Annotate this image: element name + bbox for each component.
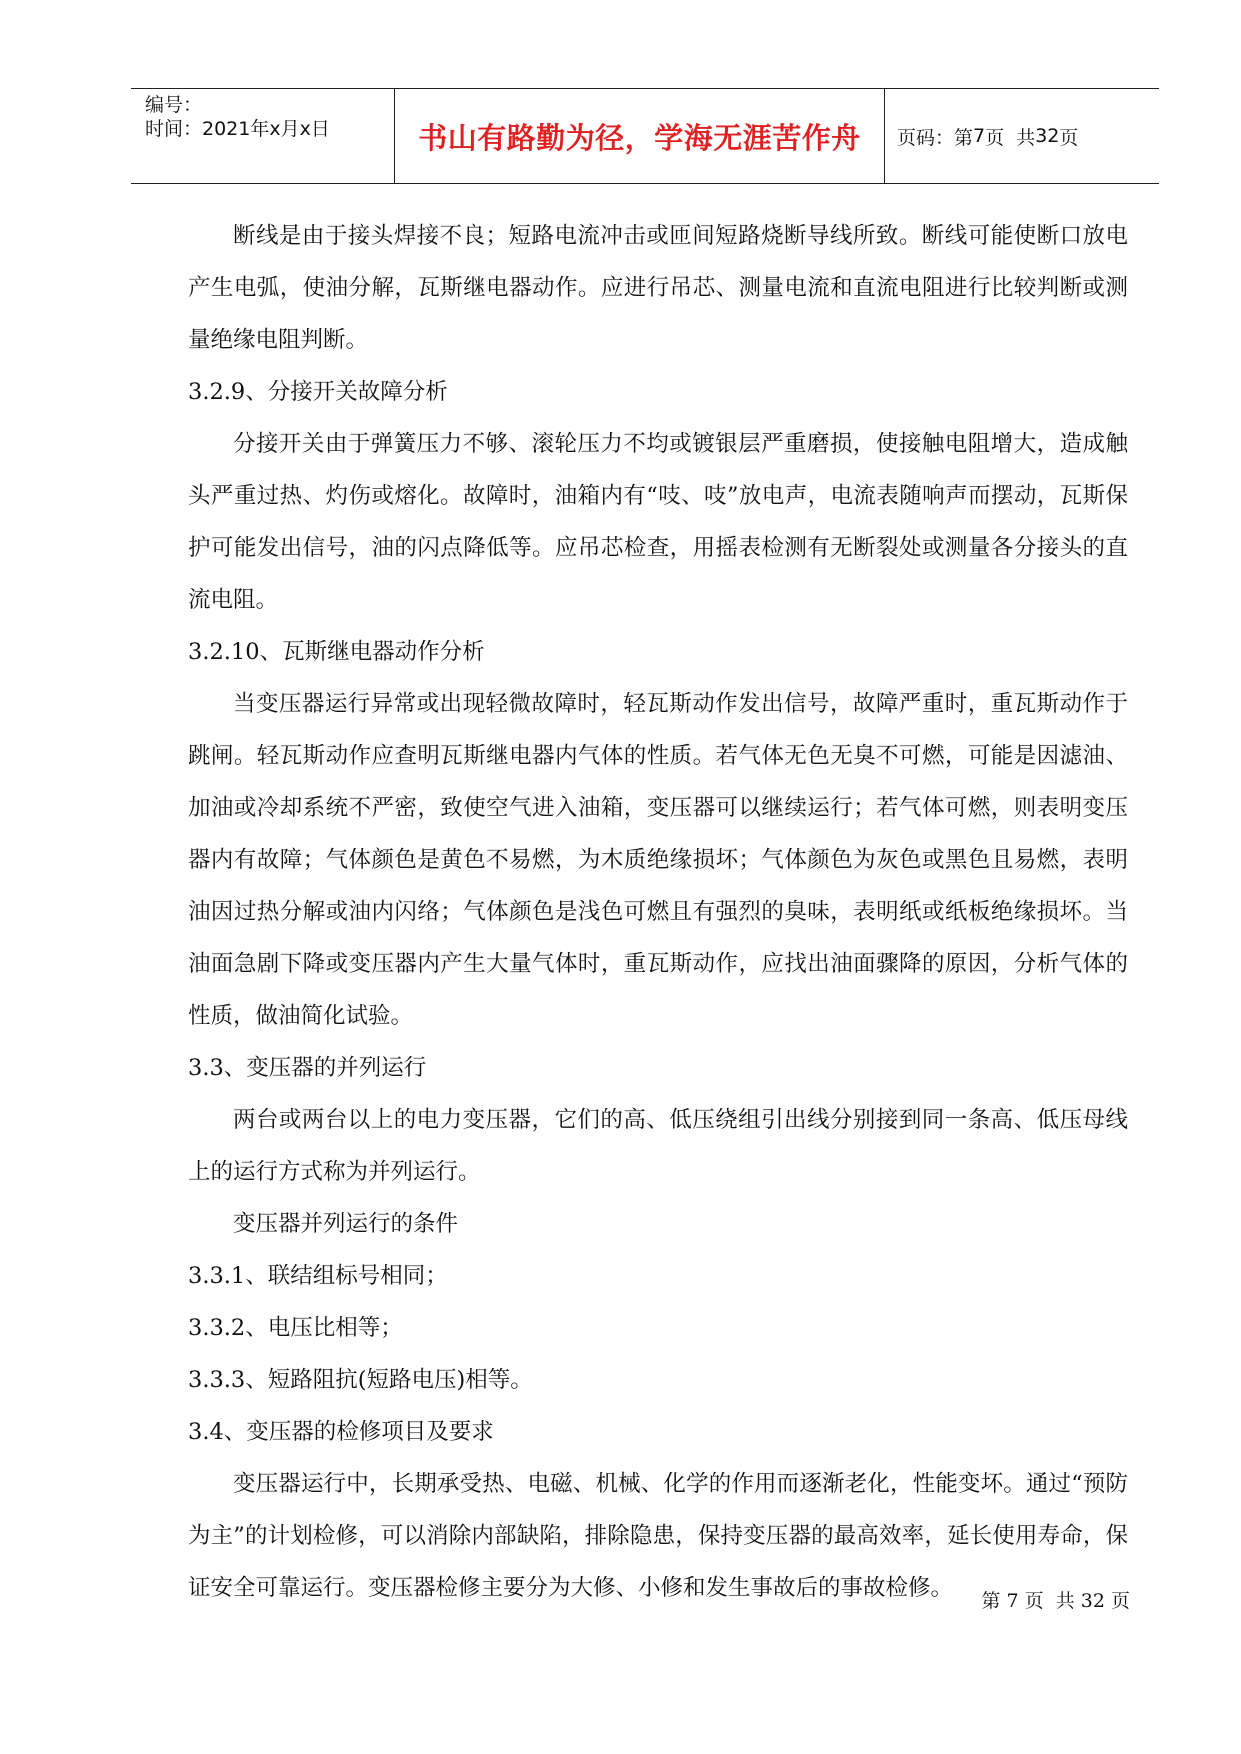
doc-number-label: 编号： (145, 94, 203, 116)
header-page-end: 页 (1059, 126, 1079, 149)
heading-3-4: 3.4、变压器的检修项目及要求 (188, 1419, 494, 1445)
header-motto: 书山有路勤为径，学海无涯苦作舟 (395, 89, 885, 183)
paragraph-parallel-operation: 两台或两台以上的电力变压器，它们的高、低压绕组引出线分别接到同一条高、低压母线上的运行方式称为并列运行。 (188, 1107, 1128, 1185)
doc-time-label: 时间：2021年x月x日 (145, 118, 330, 140)
header-meta (131, 89, 395, 183)
footer-page-number: 7 (1006, 1590, 1019, 1612)
footer-label-b: 页 共 (1024, 1590, 1075, 1612)
paragraph-break-line: 断线是由于接头焊接不良；短路电流冲击或匝间短路烧断导线所致。断线可能使断口放电产生电弧，使油分解，瓦斯继电器动作。应进行吊芯、测量电流和直流电阻进行比较判断或测量绝缘电阻判断。 (188, 223, 1128, 353)
footer-label-c: 页 (1110, 1590, 1130, 1612)
paragraph-maintenance: 变压器运行中，长期承受热、电磁、机械、化学的作用而逐渐老化，性能变坏。通过“预防为主”的计划检修，可以消除内部缺陷，排除隐患，保持变压器的最高效率，延长使用寿命，保证安全可靠运行。变压器检修主要分为大修、小修和发生事故后的事故检修。 (188, 1471, 1128, 1601)
paragraph-gas-relay: 当变压器运行异常或出现轻微故障时，轻瓦斯动作发出信号，故障严重时，重瓦斯动作于跳闸。轻瓦斯动作应查明瓦斯继电器内气体的性质。若气体无色无臭不可燃，可能是因滤油、加油或冷却系统不严密，致使空气进入油箱，变压器可以继续运行；若气体可燃，则表明变压器内有故障；气体颜色是黄色不易燃，为木质绝缘损坏；气体颜色为灰色或黑色且易燃，表明油因过热分解或油内闪络；气体颜色是浅色可燃且有强烈的臭味，表明纸或纸板绝缘损坏。当油面急剧下降或变压器内产生大量气体时，重瓦斯动作，应找出油面骤降的原因，分析气体的性质，做油简化试验。 (188, 691, 1128, 1029)
list-item-3-3-3: 3.3.3、短路阻抗(短路电压)相等。 (188, 1367, 533, 1393)
heading-3-3: 3.3、变压器的并列运行 (188, 1055, 427, 1081)
header-page-total: 32 (1035, 125, 1060, 147)
list-item-3-3-2: 3.3.2、电压比相等； (188, 1315, 403, 1341)
page-footer (930, 1586, 1130, 1613)
paragraph-parallel-conditions: 变压器并列运行的条件 (233, 1211, 459, 1237)
document-body (188, 210, 1128, 1614)
header-page-indicator (885, 89, 1159, 183)
paragraph-tap-changer: 分接开关由于弹簧压力不够、滚轮压力不均或镀银层严重磨损，使接触电阻增大，造成触头严重过热、灼伤或熔化。故障时，油箱内有“吱、吱”放电声，电流表随响声而摆动，瓦斯保护可能发出信号，油的闪点降低等。应吊芯检查，用摇表检测有无断裂处或测量各分接头的直流电阻。 (188, 431, 1128, 613)
footer-label-a: 第 (981, 1590, 1001, 1612)
footer-page-total: 32 (1080, 1590, 1105, 1612)
header-page-number: 7 (973, 125, 986, 147)
header-page-mid: 页 共 (985, 126, 1036, 149)
heading-3-2-9: 3.2.9、分接开关故障分析 (188, 379, 448, 405)
page-header (131, 88, 1159, 184)
heading-3-2-10: 3.2.10、瓦斯继电器动作分析 (188, 639, 485, 665)
header-page-label: 页码：第 (897, 126, 974, 149)
list-item-3-3-1: 3.3.1、联结组标号相同； (188, 1263, 448, 1289)
